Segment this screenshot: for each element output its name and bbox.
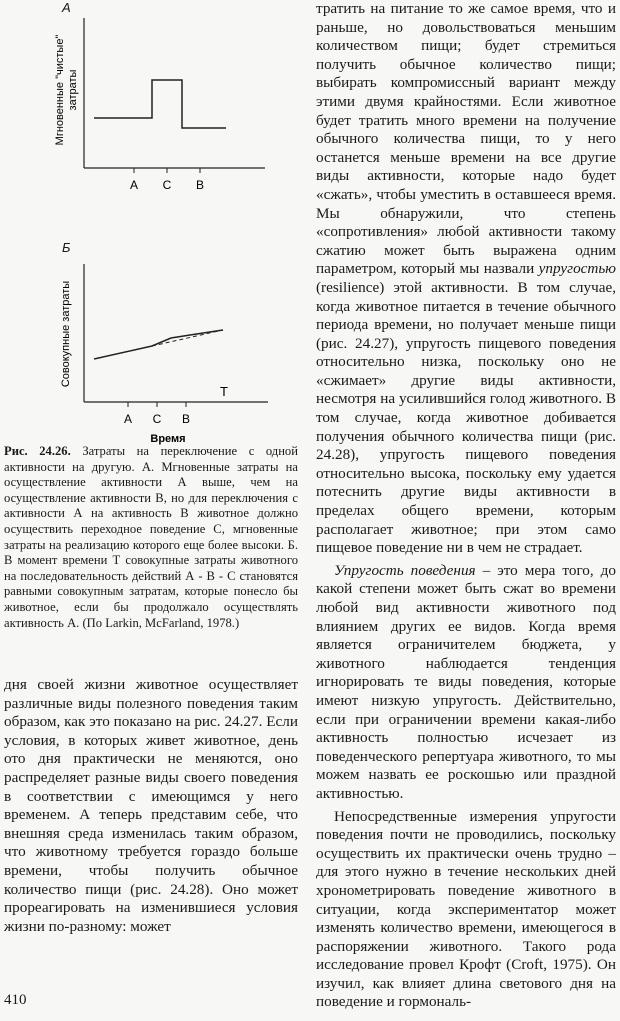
panel-b-tick-label-b: B [181, 412, 191, 426]
figure-caption [4, 444, 298, 631]
right-paragraph-3: Непосредственные измерения упругости поведения почти не проводились, поскольку осуществить их практически очень трудно – для этого нужно в течение нескольких дней хронометрировать поведение животного в ситуации, когда экспериментатор может изменять количество времени, имеющегося в распоряжении животного. Такого рода исследование провел Крофт (Croft, 1975). Он изучил, как влияет длина светового дня на поведение и гормональ- [316, 807, 616, 1011]
right-paragraph-2 [316, 562, 616, 804]
panel-b-x-label: Время [150, 433, 186, 445]
right-paragraph-1 [316, 0, 616, 558]
panel-a-tick-label-c: C [162, 178, 172, 192]
panel-a-cost-line [94, 80, 226, 128]
caption-label: Рис. 24.26. [4, 444, 71, 458]
right-p1-part2: (resilience) этой активности. В том случае, когда животное питается в течение обычного периода времени, но получает меньше пищи (рис. 24.27), упругость пищевого поведения относительно низка, поскольку оно не «сжимает» другие виды активности, несмотря на усилившийся голод животного. В том случае, когда животное добивается получения обычного количества пищи (рис. 24.28), упругость пищевого поведения относительно высока, поскольку ему удается потеснить другие виды активности в пределах общего времени, которым располагает животное; при этом само пищевое поведение ни в чем не страдает. [316, 278, 616, 557]
left-column [4, 676, 298, 936]
panel-a-tick-label-b: B [195, 178, 205, 192]
panel-a-tick-label-a: A [129, 178, 139, 192]
page-number: 410 [4, 992, 27, 1008]
panel-b-t-label: T [220, 384, 228, 399]
left-paragraph: дня своей жизни животное осуществляет различные виды полезного поведения таким образом, как это показано на рис. 24.27. Если условия, в которых живет животное, день ото дня практически не меняются, оно распределяет разные виды своего поведения в соответствии с имеющимся у него временем. А теперь представим себе, что внешняя среда изменилась таким образом, что животному требуется гораздо больше времени, чтобы получить обычное количество пищи (рис. 24.28). Оно может прореагировать на изменившиеся условия жизни по-разному: может [4, 676, 298, 935]
figure-panel-b [40, 236, 300, 446]
panel-b-plot [40, 236, 300, 446]
panel-a-letter: А [62, 0, 71, 15]
right-p2-rest: – это мера того, до какой степени может быть сжат во времени любой вид активности животного под влиянием других ее видов. Когда время является ограничителем бюджета, у животного наблюдается тенденция игнорировать те виды поведения, которые имеют низкую упругость. Действительно, если при ограничении времени какая-либо активность полностью исчезает из поведенческого репертуара животного, то мы можем назвать ее роскошью или праздной активностью. [316, 561, 616, 802]
right-p1-part1: тратить на питание то же самое время, что и раньше, но довольствоваться меньшим количеством пищи; будет стремиться получить обычное количество пищи; выбирать компромиссный вариант между этими двумя крайностями. Если животное будет тратить много времени на получение обычного количества пищи, то у него останется меньше времени на все другие виды активности, которые надо будет «сжать», чтобы уместить в оставшееся время. Мы обнаружили, что степень «сопротивления» любой активности такому сжатию может быть выражена одним параметром, который мы назвали [316, 0, 616, 278]
panel-a-y-label-line1: Мгновенные "чистые" [54, 34, 66, 146]
right-p1-term: упругостью [538, 260, 616, 278]
panel-a-y-label [54, 35, 79, 146]
right-column [316, 0, 616, 1012]
panel-a-plot [40, 0, 300, 200]
caption-text: Затраты на переключение с одной активности на другую. А. Мгновенные затраты на осуществление активности А выше, чем на осуществление активности В, но для переключения с активности А на активность В животное должно осуществить переходное поведение С, мгновенные затраты на реализацию которого еще более высоки. Б. В момент времени Т совокупные затраты животного на последовательность действий А - В - С становятся равными совокупным затратам, которые понесло бы животное, если бы продолжало осуществлять активность А. (По Larkin, McFarland, 1978.) [4, 444, 298, 630]
panel-b-y-label [60, 281, 72, 387]
panel-b-continued-a-line [152, 330, 223, 346]
panel-b-y-label-text: Совокупные затраты [60, 280, 72, 388]
right-p2-term: Упругость поведения [334, 561, 476, 579]
panel-a-y-label-line2: затраты [67, 69, 79, 111]
figure-panel-a [40, 0, 300, 200]
panel-b-tick-label-a: A [123, 412, 133, 426]
panel-b-letter: Б [62, 240, 71, 255]
panel-b-tick-label-c: C [152, 412, 162, 426]
